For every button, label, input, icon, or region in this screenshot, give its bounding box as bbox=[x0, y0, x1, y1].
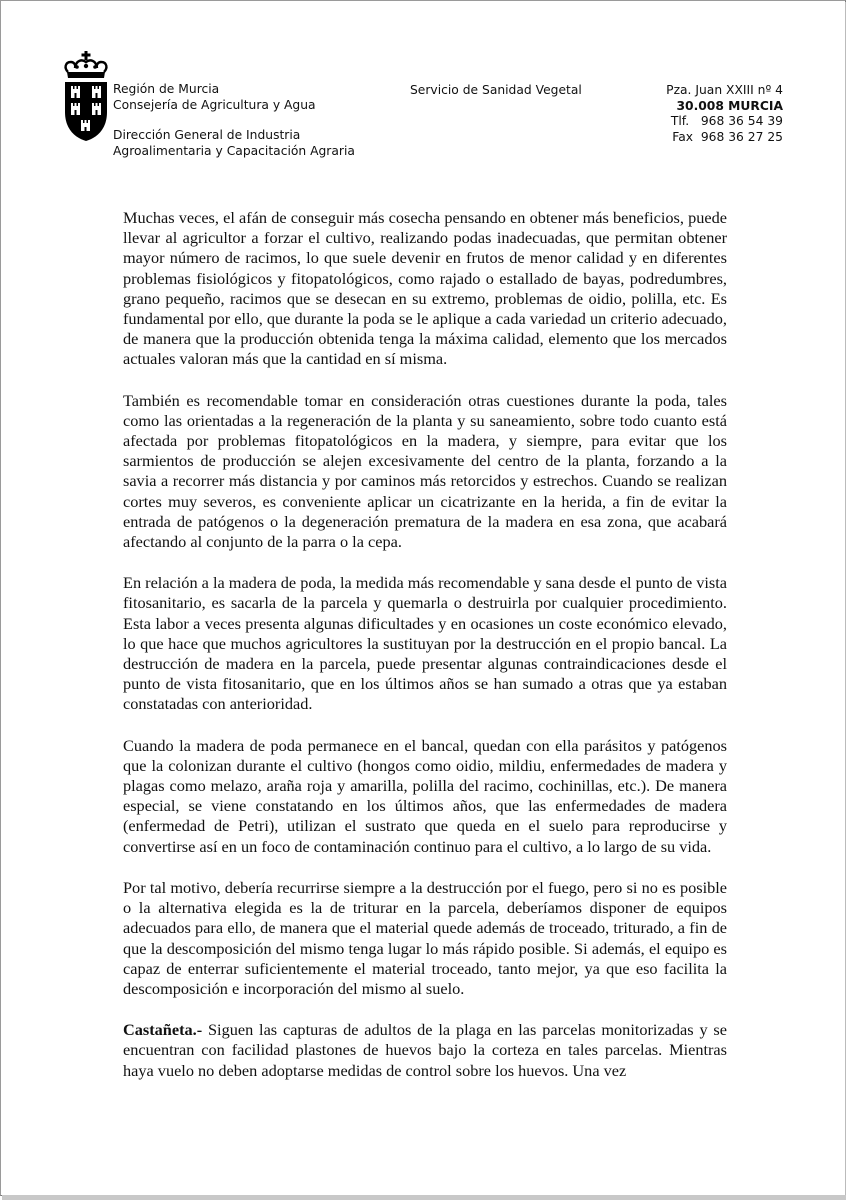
address-block bbox=[666, 83, 783, 145]
address-phone: Tlf. 968 36 54 39 bbox=[670, 114, 783, 129]
section-text: Siguen las capturas de adultos de la plaga en las parcelas monitorizadas y se encuentran con facilidad plastones de huevos bajo la corteza en tales parcelas. Mientras haya vuelo no deben adoptarse medidas de control sobre los huevos. Una vez bbox=[123, 1020, 727, 1080]
coat-of-arms-logo bbox=[60, 50, 112, 142]
region-name: Región de Murcia bbox=[113, 82, 220, 96]
address-fax: Fax 968 36 27 25 bbox=[672, 129, 783, 144]
organization-block bbox=[113, 82, 355, 159]
paragraph: Por tal motivo, debería recurrirse siempre a la destrucción por el fuego, pero si no es posible o la alternativa elegida es la de triturar en la parcela, deberíamos disponer de equipos adecuados para ello, de manera que el material quede además de troceado, triturado, a fin de que la descomposición del mismo tenga lugar lo más rápido posible. Si además, el equipo es capaz de enterrar suficientemente el material troceado, tanto mejor, ya que eso facilita la descomposición e incorporación del mismo al suelo. bbox=[123, 877, 727, 998]
address-city: 30.008 MURCIA bbox=[676, 98, 783, 113]
document-body bbox=[123, 208, 727, 1102]
paragraph: Muchas veces, el afán de conseguir más cosecha pensando en obtener más beneficios, puede llevar al agricultor a forzar el cultivo, realizando podas inadecuadas, que permitan obtener mayor número de racimos, lo que suele devenir en frutos de menor calidad y en diferentes problemas fisiológicos y fitopatológicos, como rajado o estallado de bayas, podredumbres, grano pequeño, racimos que se desecan en su extremo, problemas de oidio, polilla, etc. Es fundamental por ello, que durante la poda se le aplique a cada variedad un criterio adecuado, de manera que la producción obtenida tenga la máxima calidad, elemento que los mercados actuales valoran más que la cantidad en sí misma. bbox=[123, 208, 727, 369]
paragraph-castaneta bbox=[123, 1020, 727, 1081]
service-name: Servicio de Sanidad Vegetal bbox=[410, 83, 582, 97]
ministry-name: Consejería de Agricultura y Agua bbox=[113, 97, 316, 112]
section-heading: Castañeta.- bbox=[123, 1020, 203, 1040]
address-street: Pza. Juan XXIII nº 4 bbox=[666, 83, 783, 97]
paragraph: En relación a la madera de poda, la medida más recomendable y sana desde el punto de vista fitosanitario, es sacarla de la parcela y quemarla o destruirla por cualquier procedimiento. Esta labor a veces presenta algunas dificultades y en ocasiones un coste económico elevado, lo que hace que muchos agricultores la sustituyan por la destrucción en el propio bancal. La destrucción de madera en la parcela, puede presentar algunas contraindicaciones desde el punto de vista fitosanitario, que en los últimos años se han sumado a otras que ya estaban constatadas con anterioridad. bbox=[123, 573, 727, 714]
directorate-line-2: Agroalimentaria y Capacitación Agraria bbox=[113, 143, 355, 158]
paragraph: Cuando la madera de poda permanece en el bancal, quedan con ella parásitos y patógenos que la colonizan durante el cultivo (hongos como oidio, mildiu, enfermedades de madera y plagas como melazo, araña roja y amarilla, polilla del racimo, cochinillas, etc.). De manera especial, se viene constatando en los últimos años, que las enfermedades de madera (enfermedad de Petri), utilizan el sustrato que queda en el suelo para reproducirse y convertirse así en un foco de contaminación continuo para el cultivo, a lo largo de su vida. bbox=[123, 735, 727, 856]
paragraph: También es recomendable tomar en consideración otras cuestiones durante la poda, tales como las orientadas a la regeneración de la planta y su saneamiento, sobre todo cuanto está afectada por problemas fitopatológicos en la madera, y siempre, para evitar que los sarmientos de producción se alejen excesivamente del centro de la planta, forzando a la savia a recorrer más distancia y por caminos más retorcidos y estrechos. Cuando se realizan cortes muy severos, es conveniente aplicar un cicatrizante en la herida, a fin de evitar la entrada de patógenos o la degeneración prematura de la madera en esa zona, que acabará afectando al conjunto de la parra o la cepa. bbox=[123, 390, 727, 552]
page-bottom-shadow bbox=[2, 1195, 846, 1200]
directorate-line-1: Dirección General de Industria bbox=[113, 128, 301, 143]
